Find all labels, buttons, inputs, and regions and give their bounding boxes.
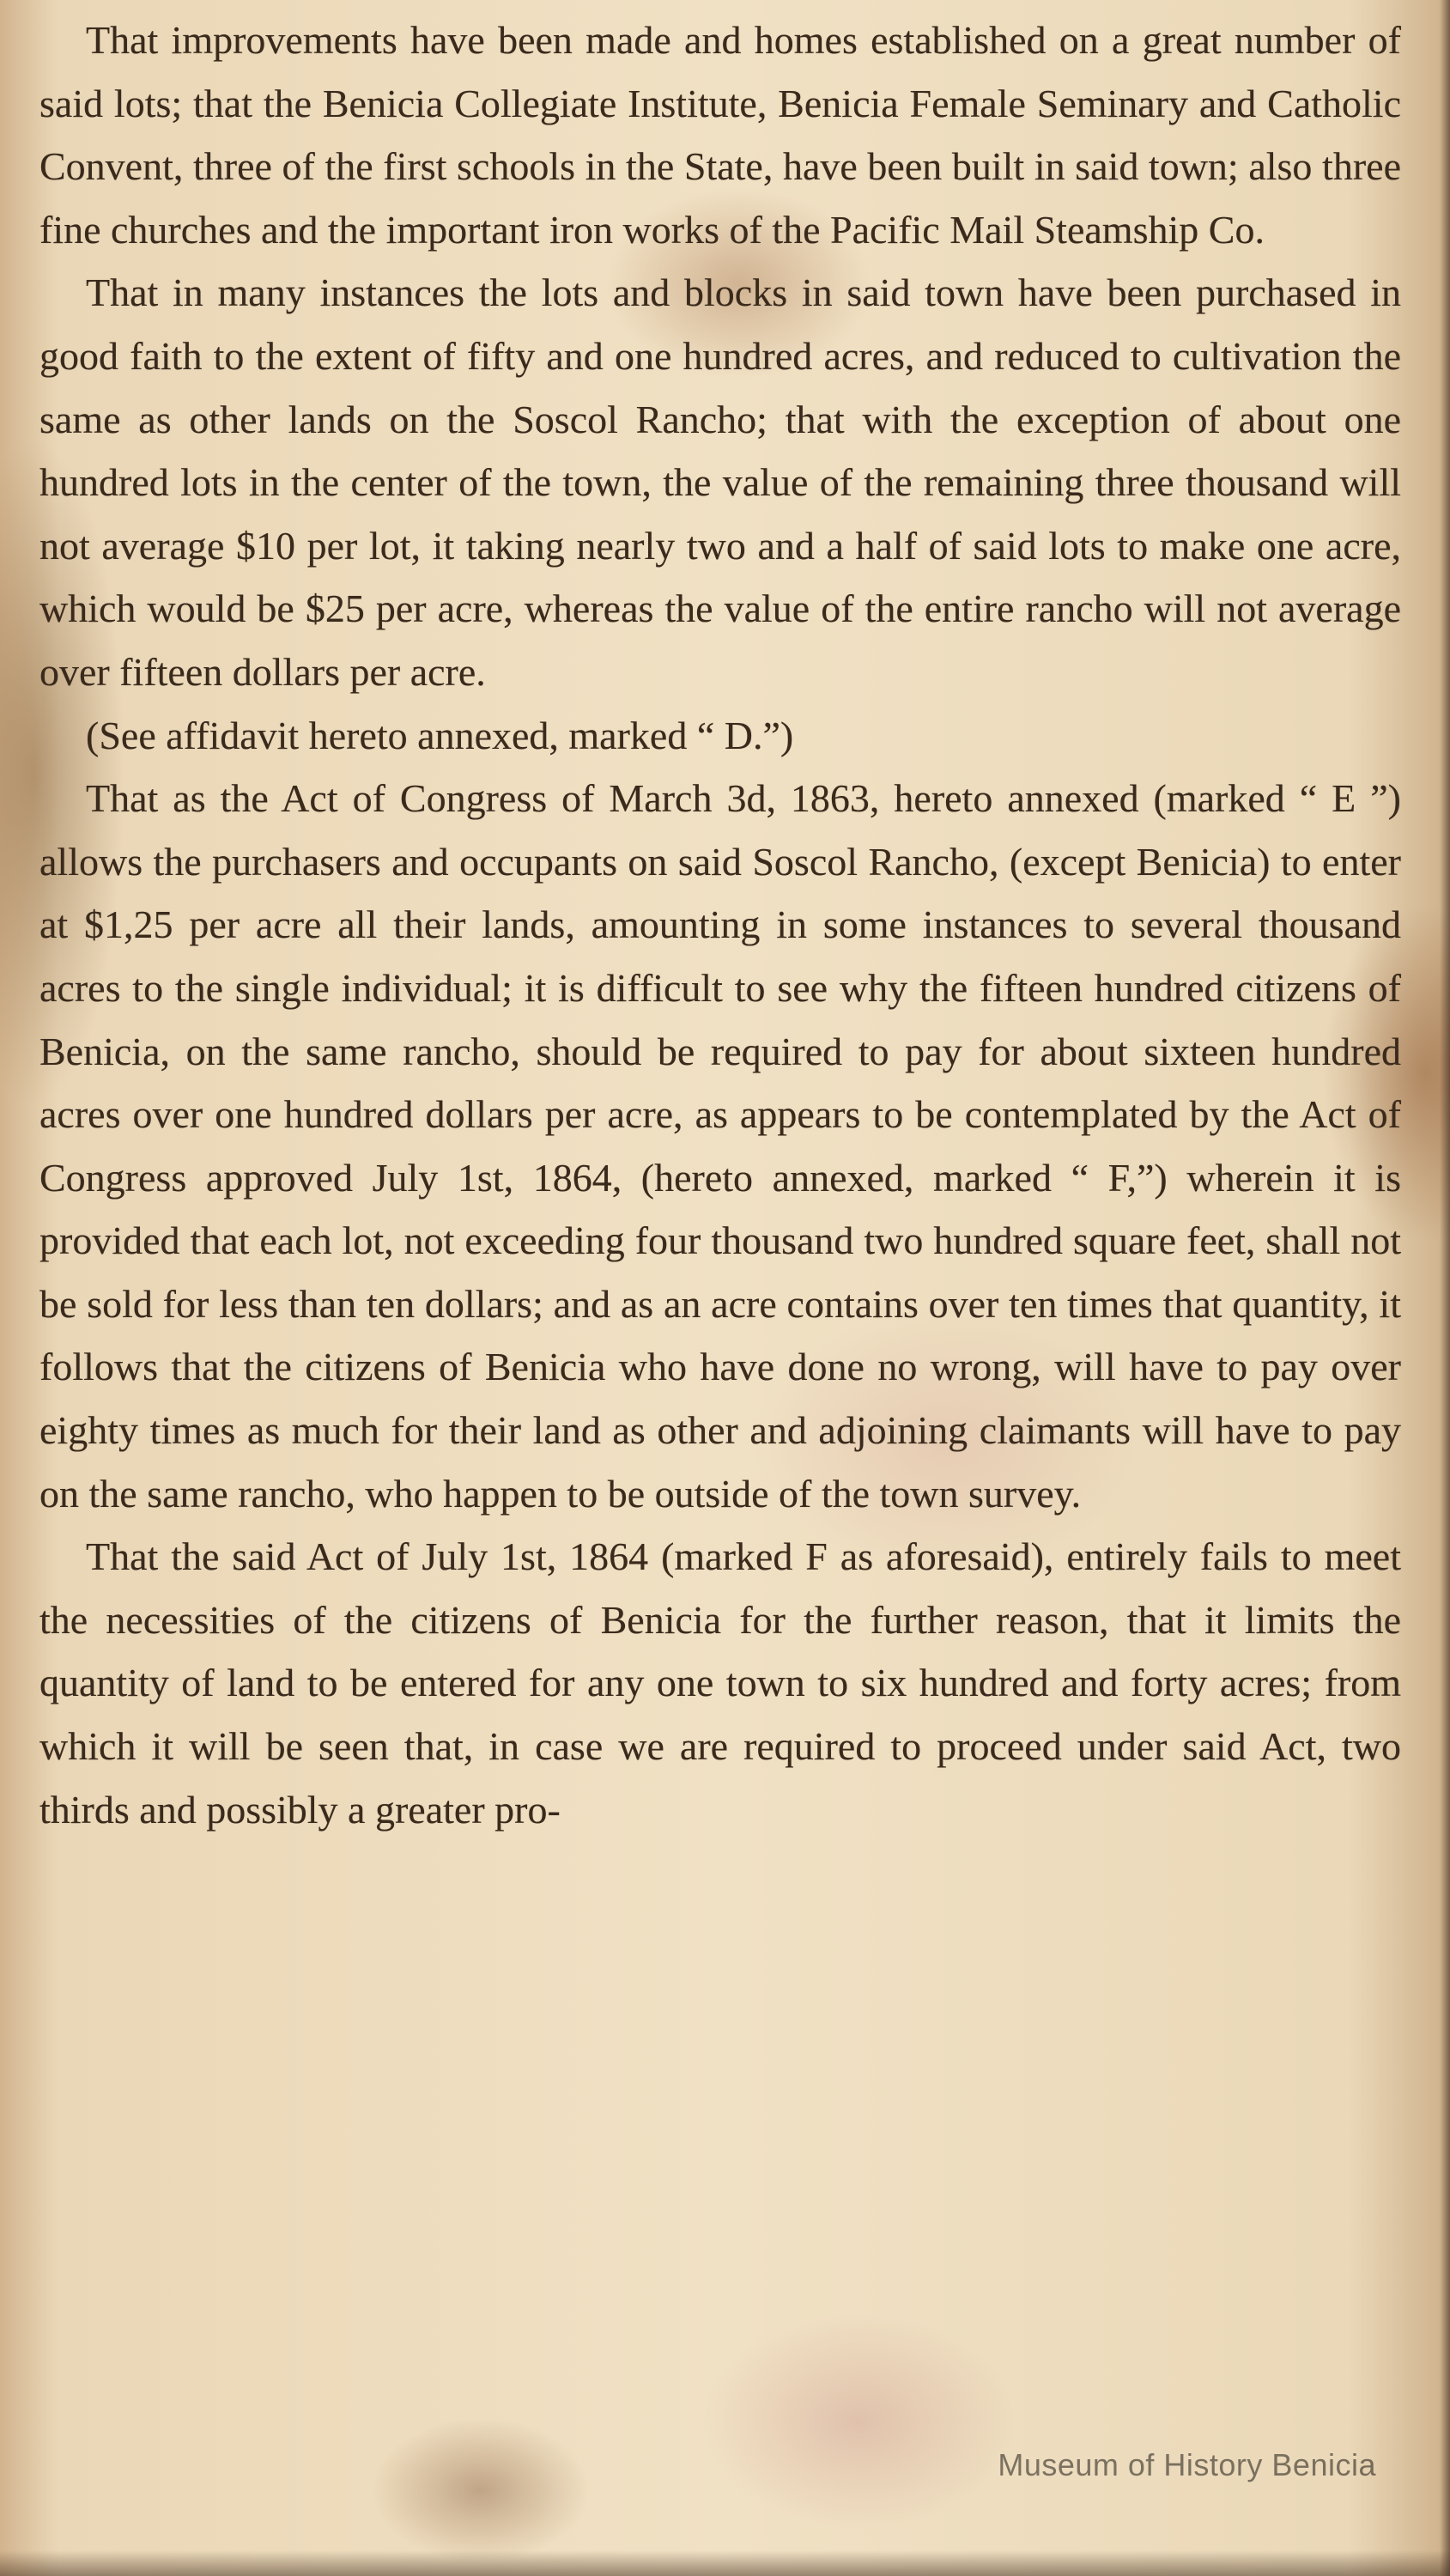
- paragraph-improvements: That improvements have been made and homes established on a great number of said lots; that the Benicia Collegiate Institute, Benicia Female Seminary and Catholic Convent, three of the first schools in the State, have been built in said town; also three fine churches and the important iron works of the Pacific Mail Steamship Co.: [39, 18, 1401, 252]
- paragraph-affidavit-note: (See affidavit hereto annexed, marked “ D.”): [86, 713, 794, 757]
- document-body: [39, 9, 1401, 1841]
- page-edge-shadow: [1440, 0, 1450, 2576]
- paragraph-act-of-congress-1863: That as the Act of Congress of March 3d, 1863, hereto annexed (marked “ E ”) allows the purchasers and occupants on said Soscol Rancho, (except Benicia) to enter at $1,25 per acre all their lands, amounting in some instances to several thousand acres to the single individual; it is difficult to see why the fifteen hundred citizens of Benicia, on the same rancho, should be required to pay for about sixteen hundred acres over one hundred dollars per acre, as appears to be contemplated by the Act of Congress approved July 1st, 1864, (hereto annexed, marked “ F,”) wherein it is provided that each lot, not exceeding four thousand two hundred square feet, shall not be sold for less than ten dollars; and as an acre contains over ten times that quantity, it follows that the citizens of Benicia who have done no wrong, will have to pay over eighty times as much for their land as other and adjoining claimants will have to pay on the same rancho, who happen to be outside of the town survey.: [39, 776, 1401, 1516]
- page-bottom-shadow: [0, 2550, 1450, 2576]
- paragraph-act-of-july-1864: That the said Act of July 1st, 1864 (marked F as aforesaid), entirely fails to meet the necessities of the citizens of Benicia for the further reason, that it limits the quantity of land to be entered for any one town to six hundred and forty acres; from which it will be seen that, in case we are required to proceed under said Act, two thirds and possibly a greater pro-: [39, 1534, 1401, 1832]
- paragraph-lots-and-blocks: That in many instances the lots and blocks in said town have been purchased in good faith to the extent of fifty and one hundred acres, and reduced to cultivation the same as other lands on the Soscol Rancho; that with the exception of about one hundred lots in the center of the town, the value of the remaining three thousand will not average $10 per lot, it taking nearly two and a half of said lots to make one acre, which would be $25 per acre, whereas the value of the entire rancho will not average over fifteen dollars per acre.: [39, 270, 1401, 694]
- museum-watermark: Museum of History Benicia: [998, 2447, 1376, 2482]
